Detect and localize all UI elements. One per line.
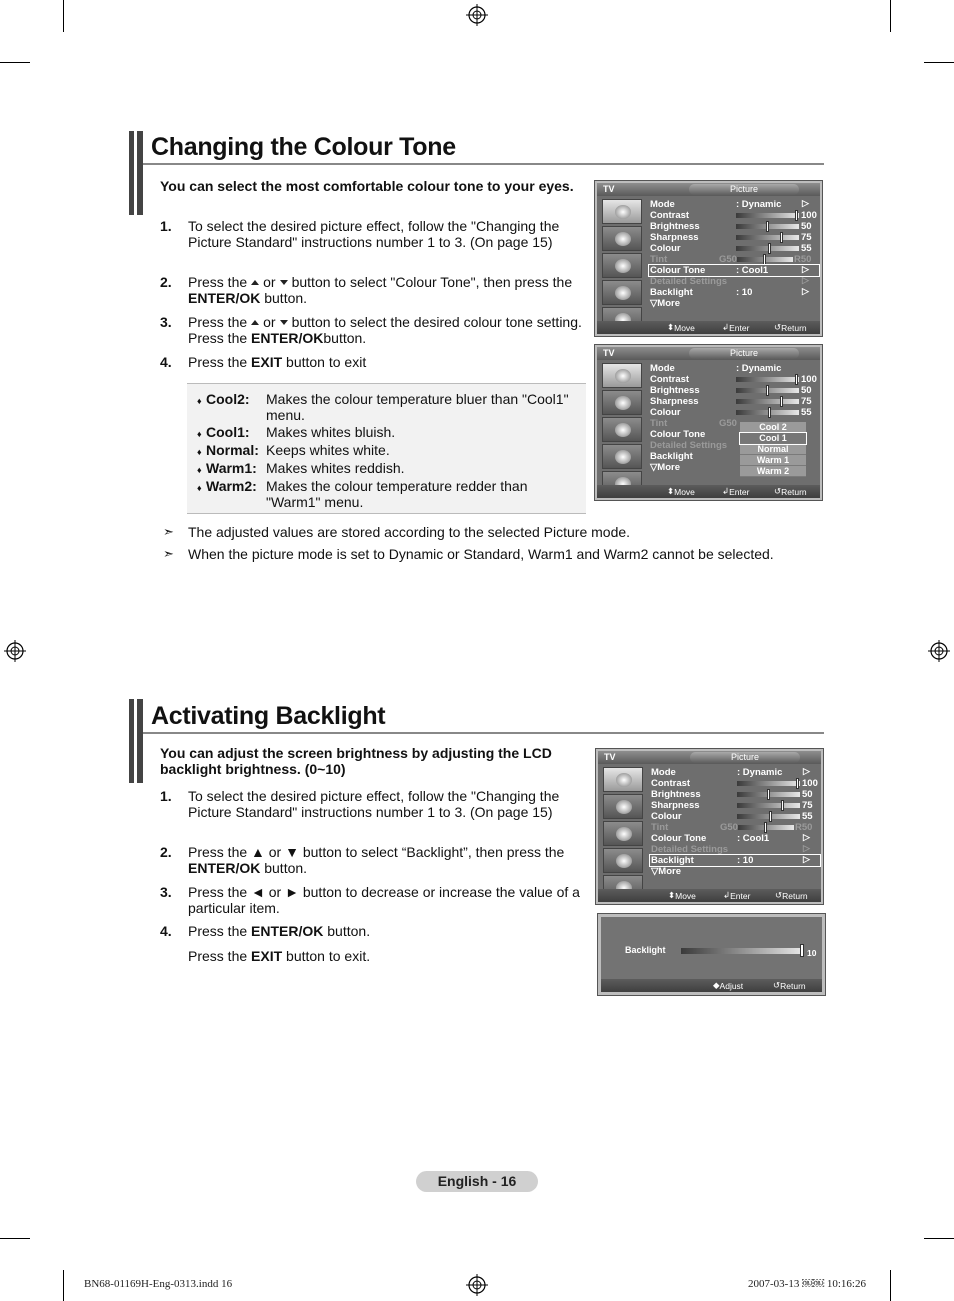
section-title-backlight: Activating Backlight (151, 702, 386, 730)
channel-icon (603, 821, 643, 846)
crop-mark (924, 62, 954, 63)
section-intro: You can select the most comfortable colour tone to your eyes. (160, 178, 574, 194)
menu-row-contrast: Contrast 100 (651, 778, 818, 789)
title-rule (143, 732, 824, 734)
dropdown-option: Normal (740, 444, 806, 455)
step-number: 2. (160, 844, 172, 860)
tone-item-cool2: ♦ Cool2: Makes the colour temperature bluer than "Cool1" menu. (197, 391, 569, 423)
picture-icon (603, 767, 643, 792)
step-number: 2. (160, 274, 172, 290)
step-text: Press the or button to select "Colour Tone", then press the ENTER/OK button. (188, 274, 573, 306)
step-number: 1. (160, 218, 172, 234)
step-number: 4. (160, 354, 172, 370)
channel-icon (602, 417, 642, 442)
menu-row-tint: Tint G50 (650, 418, 737, 429)
registration-mark-icon (928, 640, 950, 662)
step-1 (160, 788, 585, 838)
step-exit (160, 948, 585, 966)
menu-row-colour-tone: Colour Tone (650, 429, 706, 440)
crop-mark (63, 1270, 64, 1301)
menu-row-mode: Mode : Dynamic ▷ (651, 766, 810, 778)
enter-hint: ↲ Enter (723, 890, 751, 901)
dropdown-option: Cool 2 (740, 422, 806, 433)
menu-row-more: ▽More (650, 298, 681, 309)
step-text: Press the ▲ or ▼ button to select “Backlight”, then press the ENTER/OK button. (188, 844, 565, 876)
down-arrow-icon (280, 280, 288, 285)
step-number: 1. (160, 788, 172, 804)
tv-menu-screenshot: TV Picture Mode : Dynamic ▷ Contrast 100 Brightness 50 Sharpness 75 Colour 55 Tint G50 R50 Colour Tone : Cool1 ▷ Detailed Settings ▷ Backlight : 10 ▷ ▽More ⬍ Move ↲ Enter ↺ Return (594, 180, 823, 337)
tone-item-normal: ♦ Normal: Keeps whites white. (197, 442, 390, 458)
menu-row-sharpness: Sharpness 75 (651, 800, 813, 811)
crop-mark (63, 0, 64, 32)
menu-row-contrast: Contrast 100 (650, 210, 817, 221)
crop-mark (0, 1238, 30, 1239)
setup-icon (603, 848, 643, 873)
step-4 (160, 923, 585, 941)
registration-mark-icon (4, 640, 26, 662)
menu-row-brightness: Brightness 50 (650, 221, 812, 232)
setup-icon (602, 444, 642, 469)
backlight-label: Backlight (625, 945, 666, 955)
section-title-colour-tone: Changing the Colour Tone (151, 133, 456, 161)
backlight-slider (681, 948, 803, 954)
step-3 (160, 884, 585, 918)
step-text: To select the desired picture effect, follow the "Changing the Picture Standard" instructions number 1 to 3. (On page 15) (188, 788, 560, 820)
step-text: Press the ENTER/OK button. (188, 923, 371, 939)
note-arrow-icon: ➣ (163, 524, 174, 539)
tone-item-warm2: ♦ Warm2: Makes the colour temperature redder than "Warm1" menu. (197, 478, 528, 510)
crop-mark (890, 0, 891, 32)
step-text: To select the desired picture effect, follow the "Changing the Picture Standard" instructions number 1 to 3. (On page 15) (188, 218, 560, 250)
picture-icon (602, 363, 642, 388)
tv-menu-screenshot-dropdown: TV Picture Mode : Dynamic Contrast 100 Brightness 50 Sharpness 75 Colour 55 Tint G50 Colour Tone Detailed Settings Backlight ▽More Cool 2 Cool 1 Normal Warm 1 Warm 2 ⬍ Move ↲ Enter ↺ Return (594, 344, 823, 501)
section-intro: You can adjust the screen brightness by adjusting the LCD backlight brightness. (0~10) (160, 745, 552, 777)
section-bar (129, 699, 143, 783)
menu-row-colour: Colour 55 (650, 243, 812, 254)
menu-row-more: ▽More (650, 462, 681, 473)
menu-row-backlight: Backlight : 10 ▷ (650, 286, 809, 298)
crop-mark (0, 62, 30, 63)
menu-row-sharpness: Sharpness 75 (650, 232, 812, 243)
section-bar (129, 131, 143, 215)
sound-icon (603, 794, 643, 819)
dropdown-option: Warm 1 (740, 455, 806, 466)
menu-row-brightness: Brightness 50 (651, 789, 813, 800)
step-2 (160, 844, 585, 878)
adjust-hint: ◆ Adjust (713, 980, 744, 991)
menu-row-detailed-settings: Detailed Settings ▷ (650, 275, 809, 287)
channel-icon (602, 253, 642, 278)
title-rule (143, 163, 824, 165)
menu-row-backlight: Backlight : 10 ▷ (650, 855, 820, 866)
step-text: Press the or button to select the desired colour tone setting. Press the ENTER/OKbutton. (188, 314, 582, 346)
step-text: Press the ◄ or ► button to decrease or increase the value of a particular item. (188, 884, 580, 916)
tv-menu-screenshot-backlight: TV Picture Mode : Dynamic ▷ Contrast 100 Brightness 50 Sharpness 75 Colour 55 Tint G50 R50 Colour Tone : Cool1 ▷ Detailed Settings ▷ Backlight : 10 ▷ ▽More ⬍ Move ↲ Enter ↺ Return (595, 748, 824, 905)
footer-timestamp: 2007-03-13 ￼￼ 10:16:26 (748, 1278, 866, 1290)
step-number: 3. (160, 314, 172, 330)
step-2 (160, 274, 585, 308)
move-hint: ⬍ Move (667, 486, 695, 497)
backlight-slider-knob (800, 944, 804, 957)
footer-file-info: BN68-01169H-Eng-0313.indd 16 (84, 1278, 233, 1290)
menu-row-colour-tone: Colour Tone : Cool1 ▷ (651, 832, 810, 844)
menu-row-mode: Mode : Dynamic (650, 363, 782, 374)
page-number-badge: English - 16 (416, 1171, 538, 1192)
enter-hint: ↲ Enter (722, 486, 750, 497)
dropdown-option-selected: Cool 1 (740, 433, 806, 444)
menu-row-backlight: Backlight (650, 451, 693, 462)
step-text: Press the EXIT button to exit. (188, 948, 371, 964)
colour-tone-dropdown (740, 422, 806, 477)
menu-row-colour-tone: Colour Tone : Cool1 ▷ (649, 265, 819, 276)
up-arrow-icon (251, 280, 259, 285)
menu-row-detailed-settings: Detailed Settings ▷ (651, 843, 810, 855)
menu-row-more: ▽More (651, 866, 682, 877)
crop-mark (890, 1270, 891, 1301)
step-number: 3. (160, 884, 172, 900)
tone-item-warm1: ♦ Warm1: Makes whites reddish. (197, 460, 405, 476)
colour-tone-list (187, 383, 586, 514)
tone-item-cool1: ♦ Cool1: Makes whites bluish. (197, 424, 396, 440)
step-3 (160, 314, 585, 348)
menu-row-colour: Colour 55 (650, 407, 812, 418)
step-4 (160, 354, 585, 372)
menu-row-contrast: Contrast 100 (650, 374, 817, 385)
move-hint: ⬍ Move (667, 322, 695, 333)
step-text: Press the EXIT button to exit (188, 354, 367, 370)
return-hint: ↺ Return (773, 980, 806, 991)
sound-icon (602, 390, 642, 415)
backlight-value: 10 (807, 948, 817, 958)
return-hint: ↺ Return (775, 890, 808, 901)
picture-icon (602, 199, 642, 224)
menu-row-colour: Colour 55 (651, 811, 813, 822)
menu-row-detailed-settings: Detailed Settings (650, 440, 728, 451)
note-arrow-icon: ➣ (163, 546, 174, 561)
down-arrow-icon (280, 320, 288, 325)
menu-row-tint: Tint G50 R50 (650, 254, 812, 265)
menu-row-sharpness: Sharpness 75 (650, 396, 812, 407)
menu-row-mode: Mode : Dynamic ▷ (650, 198, 809, 210)
enter-hint: ↲ Enter (722, 322, 750, 333)
backlight-adjust-screenshot (597, 913, 826, 996)
dropdown-option: Warm 2 (740, 466, 806, 477)
step-1 (160, 218, 585, 268)
menu-row-tint: Tint G50 R50 (651, 822, 813, 833)
crop-mark (924, 1238, 954, 1239)
sound-icon (602, 226, 642, 251)
move-hint: ⬍ Move (668, 890, 696, 901)
registration-mark-icon (466, 1274, 488, 1296)
setup-icon (602, 280, 642, 305)
registration-mark-icon (466, 4, 488, 26)
return-hint: ↺ Return (774, 486, 807, 497)
up-arrow-icon (251, 320, 259, 325)
step-number: 4. (160, 923, 172, 939)
return-hint: ↺ Return (774, 322, 807, 333)
menu-row-brightness: Brightness 50 (650, 385, 812, 396)
